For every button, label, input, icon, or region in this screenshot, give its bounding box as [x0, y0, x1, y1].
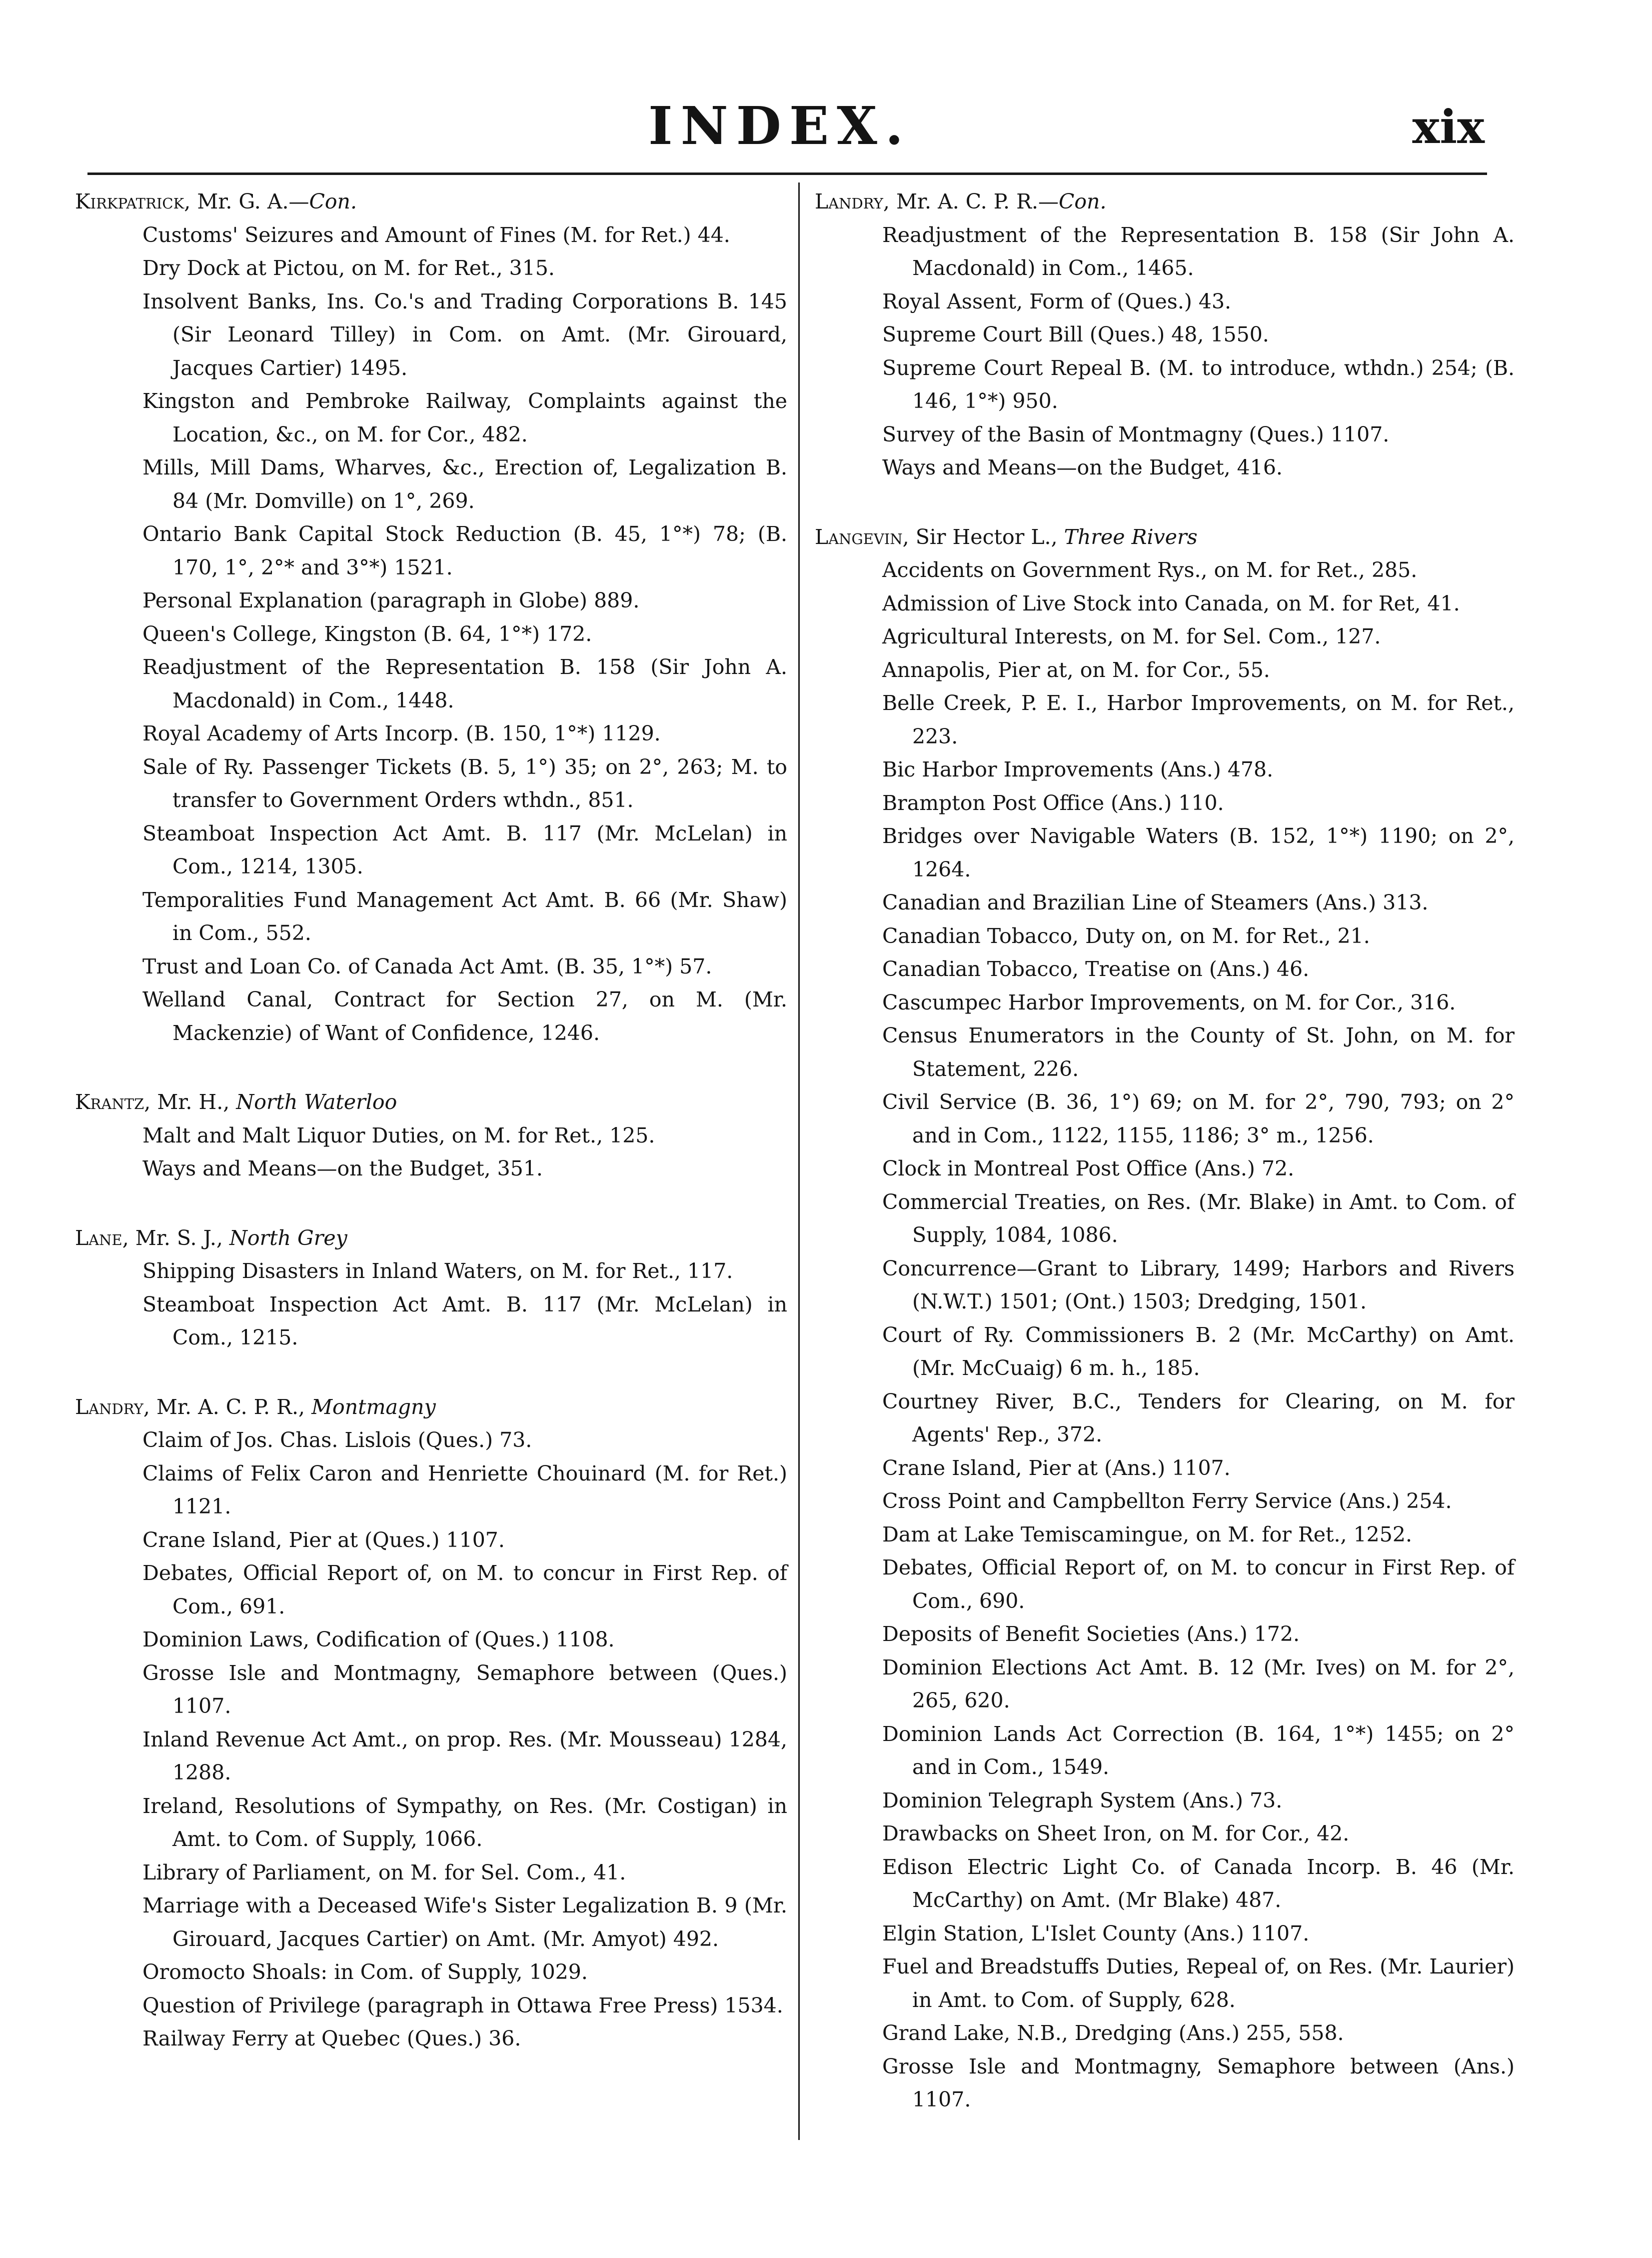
index-subentry: Temporalities Fund Management Act Amt. B. 66 (Mr. Shaw) in Com., 552. [142, 888, 787, 945]
index-subentry: Accidents on Government Rys., on M. for Ret., 285. [882, 558, 1418, 582]
index-subentry: Grand Lake, N.B., Dredging (Ans.) 255, 558. [882, 2021, 1344, 2045]
member-details: , Sir Hector L., [902, 524, 1064, 549]
index-subentry: Queen's College, Kingston (B. 64, 1°*) 172. [142, 622, 592, 646]
index-subentry: Elgin Station, L'Islet County (Ans.) 1107. [882, 1921, 1310, 1946]
index-entry [815, 185, 1515, 484]
index-subentry: Railway Ferry at Quebec (Ques.) 36. [142, 2026, 521, 2050]
entry-heading [815, 520, 1515, 554]
index-subentry: Claim of Jos. Chas. Lislois (Ques.) 73. [142, 1428, 532, 1452]
index-subentry: Survey of the Basin of Montmagny (Ques.) 1107. [882, 422, 1390, 446]
index-subentry: Question of Privilege (paragraph in Ottawa Free Press) 1534. [142, 1993, 783, 2018]
page-title: INDEX. [648, 95, 912, 156]
entry-gap [815, 484, 1515, 520]
index-subentry: Agricultural Interests, on M. for Sel. Com., 127. [882, 624, 1381, 648]
index-subentry: Readjustment of the Representation B. 158 (Sir John A. Macdonald) in Com., 1465. [882, 222, 1515, 280]
index-subentry: Belle Creek, P. E. I., Harbor Improvements, on M. for Ret., 223. [882, 691, 1515, 748]
index-subentry: Debates, Official Report of, on M. to concur in First Rep. of Com., 690. [882, 1556, 1515, 1613]
member-riding: Con. [1059, 190, 1107, 214]
entry-gap [75, 1354, 787, 1390]
index-subentry: Royal Academy of Arts Incorp. (B. 150, 1°*) 1129. [142, 722, 661, 746]
index-subentry: Dominion Telegraph System (Ans.) 73. [882, 1788, 1283, 1812]
index-subentry: Brampton Post Office (Ans.) 110. [882, 790, 1224, 815]
index-subentry: Welland Canal, Contract for Section 27, on M. (Mr. Mackenzie) of Want of Confidence, 1246. [142, 988, 787, 1045]
index-subentry: Dominion Elections Act Amt. B. 12 (Mr. Ives) on M. for 2°, 265, 620. [882, 1655, 1515, 1712]
index-subentry: Ways and Means—on the Budget, 351. [142, 1156, 543, 1180]
index-subentry: Customs' Seizures and Amount of Fines (M. for Ret.) 44. [142, 222, 730, 247]
index-subentry: Oromocto Shoals: in Com. of Supply, 1029. [142, 1960, 588, 1984]
index-subentry: Debates, Official Report of, on M. to concur in First Rep. of Com., 691. [142, 1561, 787, 1618]
member-riding: Montmagny [311, 1394, 436, 1419]
index-subentry: Dry Dock at Pictou, on M. for Ret., 315. [142, 256, 555, 280]
index-subentry: Grosse Isle and Montmagny, Semaphore between (Ans.) 1107. [882, 2054, 1515, 2112]
index-subentry: Kingston and Pembroke Railway, Complaints against the Location, &c., on M. for Cor., 482. [142, 389, 787, 446]
member-riding: Con. [309, 190, 357, 214]
index-subentry: Readjustment of the Representation B. 158 (Sir John A. Macdonald) in Com., 1448. [142, 655, 787, 712]
index-subentry: Bridges over Navigable Waters (B. 152, 1°*) 1190; on 2°, 1264. [882, 824, 1515, 882]
entry-heading [75, 1390, 787, 1424]
index-subentry: Grosse Isle and Montmagny, Semaphore between (Ques.) 1107. [142, 1660, 787, 1718]
index-subentry: Commercial Treaties, on Res. (Mr. Blake) in Amt. to Com. of Supply, 1084, 1086. [882, 1190, 1515, 1247]
index-subentry: Ways and Means—on the Budget, 416. [882, 456, 1283, 480]
page-number: xix [1412, 100, 1485, 154]
entry-heading [75, 1086, 787, 1119]
index-subentry: Canadian and Brazilian Line of Steamers (Ans.) 313. [882, 890, 1429, 914]
index-subentry: Sale of Ry. Passenger Tickets (B. 5, 1°) 35; on 2°, 263; M. to transfer to Government Orders wthdn., 851. [142, 754, 787, 812]
index-subentry: Crane Island, Pier at (Ans.) 1107. [882, 1456, 1231, 1480]
index-subentry: Clock in Montreal Post Office (Ans.) 72. [882, 1156, 1295, 1180]
index-subentry: Personal Explanation (paragraph in Globe) 889. [142, 588, 640, 612]
index-subentry: Steamboat Inspection Act Amt. B. 117 (Mr. McLelan) in Com., 1214, 1305. [142, 821, 787, 878]
index-subentry: Library of Parliament, on M. for Sel. Com., 41. [142, 1860, 626, 1884]
index-subentry: Crane Island, Pier at (Ques.) 1107. [142, 1528, 505, 1552]
entry-heading [75, 1222, 787, 1255]
index-subentry: Concurrence—Grant to Library, 1499; Harbors and Rivers (N.W.T.) 1501; (Ont.) 1503; Dredging, 1501. [882, 1256, 1515, 1314]
index-entry [75, 1390, 787, 2056]
index-subentry: Dam at Lake Temiscamingue, on M. for Ret., 1252. [882, 1522, 1412, 1546]
index-subentry: Mills, Mill Dams, Wharves, &c., Erection of, Legalization B. 84 (Mr. Domville) on 1°, 269. [142, 456, 787, 513]
right-column [815, 185, 1515, 2116]
index-subentry: Cross Point and Campbellton Ferry Service (Ans.) 254. [882, 1489, 1452, 1513]
index-subentry: Dominion Lands Act Correction (B. 164, 1°*) 1455; on 2° and in Com., 1549. [882, 1722, 1515, 1779]
index-subentry: Edison Electric Light Co. of Canada Incorp. B. 46 (Mr. McCarthy) on Amt. (Mr Blake) 487. [882, 1854, 1515, 1912]
member-name: Krantz [75, 1090, 144, 1114]
index-subentry: Court of Ry. Commissioners B. 2 (Mr. McCarthy) on Amt. (Mr. McCuaig) 6 m. h., 185. [882, 1322, 1515, 1380]
member-name: Langevin [815, 524, 903, 549]
index-subentry: Fuel and Breadstuffs Duties, Repeal of, on Res. (Mr. Laurier) in Amt. to Com. of Supply, 628. [882, 1954, 1515, 2012]
entry-gap [75, 1186, 787, 1222]
member-riding: North Waterloo [236, 1090, 397, 1114]
index-subentry: Courtney River, B.C., Tenders for Clearing, on M. for Agents' Rep., 372. [882, 1389, 1515, 1446]
index-subentry: Ireland, Resolutions of Sympathy, on Res. (Mr. Costigan) in Amt. to Com. of Supply, 1066. [142, 1794, 787, 1851]
member-name: Landry [815, 190, 883, 214]
index-subentry: Census Enumerators in the County of St. John, on M. for Statement, 226. [882, 1024, 1515, 1081]
index-entry [75, 185, 787, 1050]
entry-gap [75, 1050, 787, 1086]
member-details: , Mr. A. C. P. R.— [883, 190, 1059, 214]
index-subentry: Civil Service (B. 36, 1°) 69; on M. for 2°, 790, 793; on 2° and in Com., 1122, 1155, 1186; 3° m., 1256. [882, 1090, 1515, 1148]
entry-heading [75, 185, 787, 218]
left-column [75, 185, 787, 2056]
index-subentry: Bic Harbor Improvements (Ans.) 478. [882, 758, 1274, 782]
index-entry [815, 520, 1515, 2116]
index-subentry: Cascumpec Harbor Improvements, on M. for Cor., 316. [882, 990, 1456, 1014]
header-rule [87, 172, 1487, 175]
index-subentry: Claims of Felix Caron and Henriette Chouinard (M. for Ret.) 1121. [142, 1461, 787, 1518]
member-details: , Mr. S. J., [122, 1226, 229, 1250]
member-name: Lane [75, 1226, 122, 1250]
index-subentry: Deposits of Benefit Societies (Ans.) 172. [882, 1622, 1300, 1646]
member-riding: North Grey [229, 1226, 347, 1250]
member-details: , Mr. H., [144, 1090, 236, 1114]
member-details: , Mr. G. A.— [184, 190, 309, 214]
index-subentry: Trust and Loan Co. of Canada Act Amt. (B. 35, 1°*) 57. [142, 954, 712, 978]
column-divider [798, 182, 800, 2140]
index-subentry: Canadian Tobacco, Treatise on (Ans.) 46. [882, 957, 1310, 981]
index-subentry: Drawbacks on Sheet Iron, on M. for Cor., 42. [882, 1822, 1350, 1846]
index-subentry: Canadian Tobacco, Duty on, on M. for Ret., 21. [882, 924, 1370, 948]
member-name: Kirkpatrick [75, 190, 184, 214]
index-subentry: Supreme Court Bill (Ques.) 48, 1550. [882, 322, 1269, 346]
index-subentry: Insolvent Banks, Ins. Co.'s and Trading Corporations B. 145 (Sir Leonard Tilley) in Com. on Amt. (Mr. Girouard, Jacques Cartier) 1495. [142, 289, 787, 380]
member-details: , Mr. A. C. P. R., [143, 1394, 312, 1419]
index-subentry: Marriage with a Deceased Wife's Sister Legalization B. 9 (Mr. Girouard, Jacques Cartier) on Amt. (Mr. Amyot) 492. [142, 1894, 787, 1951]
index-entry [75, 1222, 787, 1354]
index-subentry: Royal Assent, Form of (Ques.) 43. [882, 289, 1232, 314]
index-subentry: Dominion Laws, Codification of (Ques.) 1108. [142, 1628, 615, 1652]
index-subentry: Inland Revenue Act Amt., on prop. Res. (Mr. Mousseau) 1284, 1288. [142, 1727, 787, 1784]
index-subentry: Admission of Live Stock into Canada, on M. for Ret, 41. [882, 591, 1460, 616]
index-subentry: Malt and Malt Liquor Duties, on M. for Ret., 125. [142, 1123, 655, 1148]
member-name: Landry [75, 1394, 143, 1419]
index-entry [75, 1086, 787, 1186]
member-riding: Three Rivers [1064, 524, 1198, 549]
index-subentry: Supreme Court Repeal B. (M. to introduce, wthdn.) 254; (B. 146, 1°*) 950. [882, 356, 1515, 413]
index-subentry: Shipping Disasters in Inland Waters, on M. for Ret., 117. [142, 1259, 733, 1283]
page-header [75, 95, 1485, 165]
index-subentry: Ontario Bank Capital Stock Reduction (B. 45, 1°*) 78; (B. 170, 1°, 2°* and 3°*) 1521. [142, 522, 787, 580]
entry-heading [815, 185, 1515, 218]
index-subentry: Annapolis, Pier at, on M. for Cor., 55. [882, 658, 1270, 682]
index-subentry: Steamboat Inspection Act Amt. B. 117 (Mr. McLelan) in Com., 1215. [142, 1292, 787, 1350]
